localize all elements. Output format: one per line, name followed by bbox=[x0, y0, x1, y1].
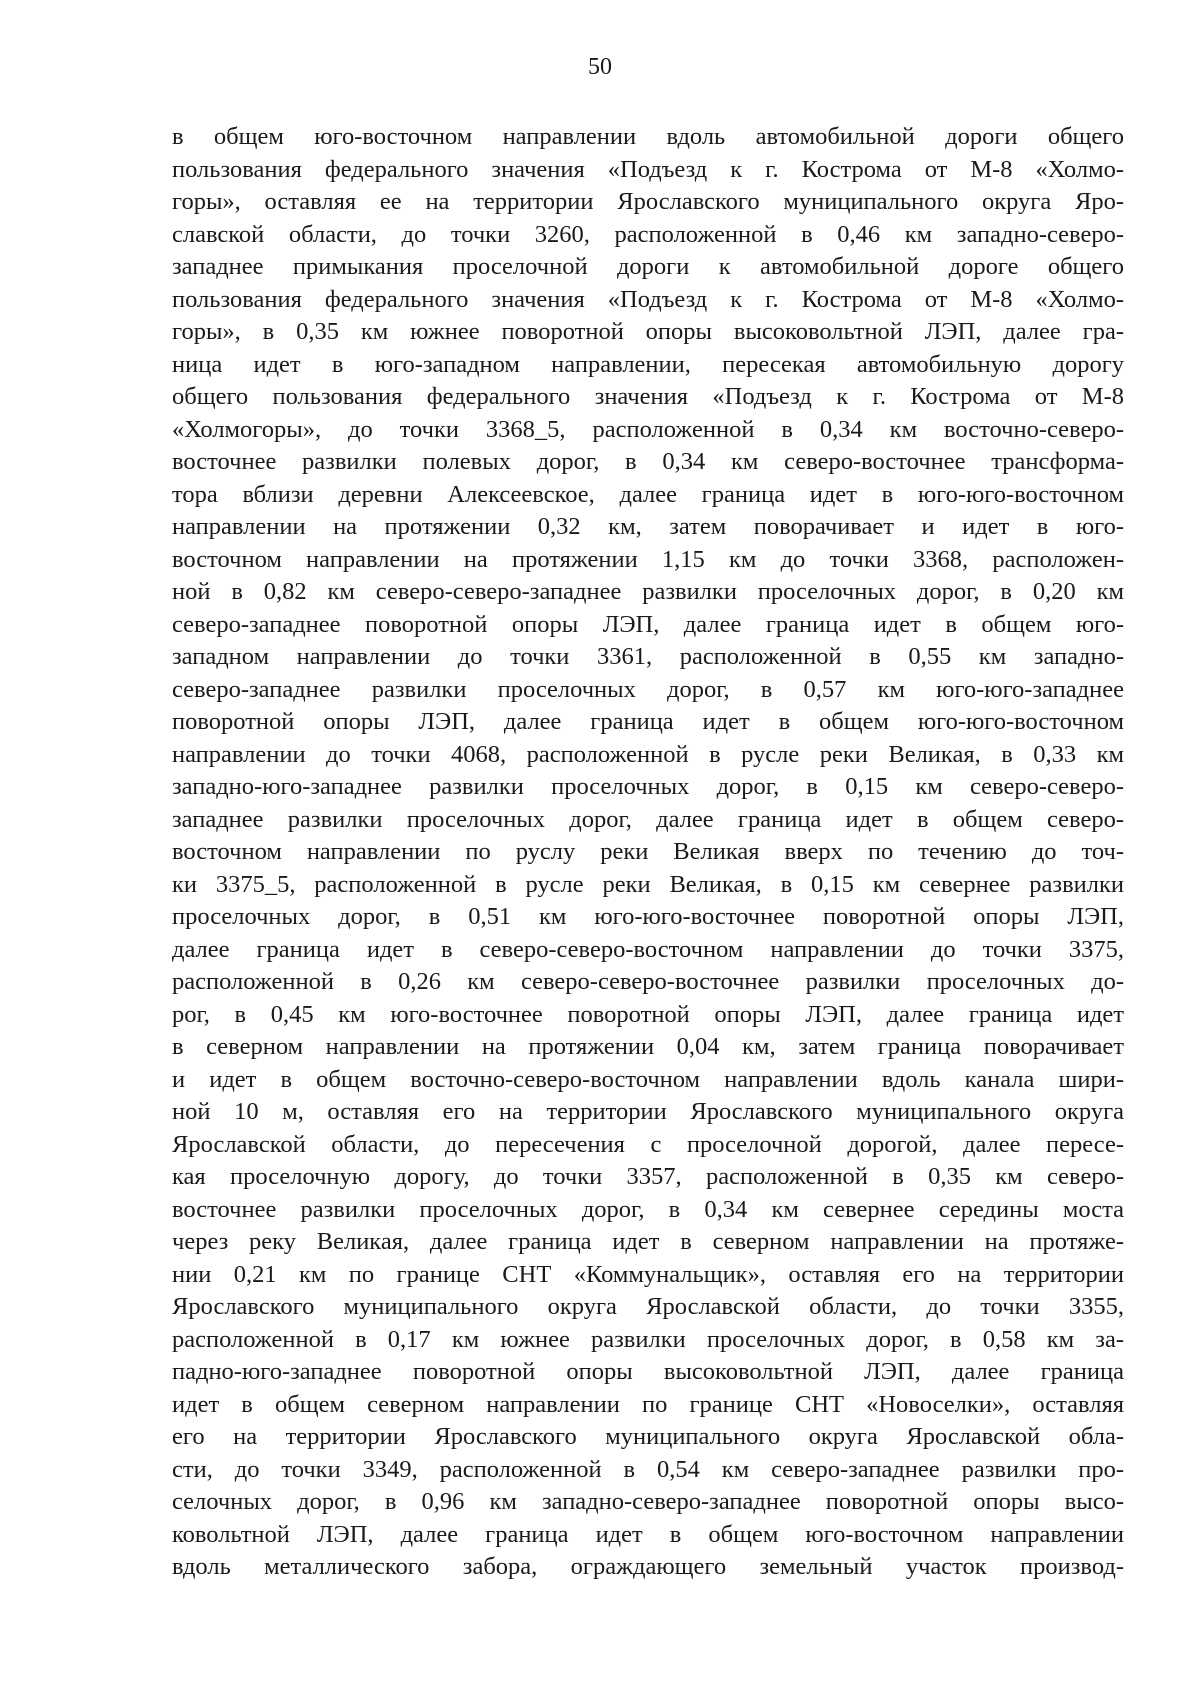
text-line: северо-западнее развилки проселочных дорог, в 0,57 км юго-юго-западнее bbox=[172, 675, 1124, 703]
text-line: общего пользования федерального значения «Подъезд к г. Кострома от М-8 bbox=[172, 383, 1124, 410]
text-line: ной в 0,82 км северо-северо-западнее развилки проселочных дорог, в 0,20 км bbox=[172, 578, 1124, 605]
text-line: ковольтной ЛЭП, далее граница идет в общем юго-восточном направлении bbox=[172, 1520, 1124, 1548]
text-line: сти, до точки 3349, расположенной в 0,54 км северо-западнее развилки про- bbox=[172, 1455, 1124, 1483]
text-line: тора вблизи деревни Алексеевское, далее граница идет в юго-юго-восточном bbox=[172, 480, 1124, 508]
text-line: пользования федерального значения «Подъезд к г. Кострома от М-8 «Холмо- bbox=[172, 155, 1124, 183]
text-line: северо-западнее поворотной опоры ЛЭП, далее граница идет в общем юго- bbox=[172, 610, 1124, 638]
text-line: его на территории Ярославского муниципального округа Ярославской обла- bbox=[172, 1423, 1124, 1450]
text-line: западном направлении до точки 3361, расположенной в 0,55 км западно- bbox=[172, 643, 1124, 670]
text-line: Ярославского муниципального округа Ярославской области, до точки 3355, bbox=[172, 1293, 1124, 1320]
text-line: идет в общем северном направлении по границе СНТ «Новоселки», оставляя bbox=[172, 1390, 1124, 1418]
text-line: пользования федерального значения «Подъезд к г. Кострома от М-8 «Холмо- bbox=[172, 285, 1124, 313]
text-line: западнее развилки проселочных дорог, далее граница идет в общем северо- bbox=[172, 805, 1124, 833]
page-number: 50 bbox=[588, 54, 612, 80]
text-line: проселочных дорог, в 0,51 км юго-юго-восточнее поворотной опоры ЛЭП, bbox=[172, 903, 1124, 930]
text-line: ки 3375_5, расположенной в русле реки Великая, в 0,15 км севернее развилки bbox=[172, 870, 1124, 898]
text-line: поворотной опоры ЛЭП, далее граница идет в общем юго-юго-восточном bbox=[172, 708, 1124, 735]
text-line: нии 0,21 км по границе СНТ «Коммунальщик», оставляя его на территории bbox=[172, 1260, 1124, 1288]
text-line: направлении на протяжении 0,32 км, затем поворачивает и идет в юго- bbox=[172, 513, 1124, 540]
text-line: западно-юго-западнее развилки проселочных дорог, в 0,15 км северо-северо- bbox=[172, 773, 1124, 800]
text-line: восточнее развилки проселочных дорог, в 0,34 км севернее середины моста bbox=[172, 1195, 1124, 1223]
text-line: селочных дорог, в 0,96 км западно-северо-западнее поворотной опоры высо- bbox=[172, 1488, 1124, 1515]
text-line: славской области, до точки 3260, расположенной в 0,46 км западно-северо- bbox=[172, 220, 1124, 248]
text-line: Ярославской области, до пересечения с проселочной дорогой, далее пересе- bbox=[172, 1130, 1124, 1158]
body-text bbox=[172, 121, 1124, 1584]
text-line: вдоль металлического забора, ограждающего земельный участок производ- bbox=[172, 1553, 1124, 1580]
text-line: ной 10 м, оставляя его на территории Ярославского муниципального округа bbox=[172, 1098, 1124, 1125]
text-line: «Холмогоры», до точки 3368_5, расположенной в 0,34 км восточно-северо- bbox=[172, 415, 1124, 443]
text-line: в общем юго-восточном направлении вдоль автомобильной дороги общего bbox=[172, 123, 1124, 150]
text-line: направлении до точки 4068, расположенной в русле реки Великая, в 0,33 км bbox=[172, 740, 1124, 768]
text-line: горы», оставляя ее на территории Ярославского муниципального округа Яро- bbox=[172, 188, 1124, 215]
text-line: далее граница идет в северо-северо-восточном направлении до точки 3375, bbox=[172, 935, 1124, 963]
text-line: через реку Великая, далее граница идет в северном направлении на протяже- bbox=[172, 1228, 1124, 1255]
text-line: рог, в 0,45 км юго-восточнее поворотной опоры ЛЭП, далее граница идет bbox=[172, 1000, 1124, 1028]
text-line: западнее примыкания проселочной дороги к автомобильной дороге общего bbox=[172, 253, 1124, 280]
text-line: горы», в 0,35 км южнее поворотной опоры высоковольтной ЛЭП, далее гра- bbox=[172, 318, 1124, 345]
text-line: ница идет в юго-западном направлении, пересекая автомобильную дорогу bbox=[172, 350, 1124, 378]
text-line: расположенной в 0,17 км южнее развилки проселочных дорог, в 0,58 км за- bbox=[172, 1325, 1124, 1353]
text-line: и идет в общем восточно-северо-восточном направлении вдоль канала шири- bbox=[172, 1065, 1124, 1093]
text-line: расположенной в 0,26 км северо-северо-восточнее развилки проселочных до- bbox=[172, 968, 1124, 995]
text-line: восточнее развилки полевых дорог, в 0,34 км северо-восточнее трансформа- bbox=[172, 448, 1124, 475]
text-line: восточном направлении по руслу реки Великая вверх по течению до точ- bbox=[172, 838, 1124, 865]
text-line: падно-юго-западнее поворотной опоры высоковольтной ЛЭП, далее граница bbox=[172, 1358, 1124, 1385]
text-line: в северном направлении на протяжении 0,04 км, затем граница поворачивает bbox=[172, 1033, 1124, 1060]
text-line: кая проселочную дорогу, до точки 3357, расположенной в 0,35 км северо- bbox=[172, 1163, 1124, 1190]
text-line: восточном направлении на протяжении 1,15 км до точки 3368, расположен- bbox=[172, 545, 1124, 573]
